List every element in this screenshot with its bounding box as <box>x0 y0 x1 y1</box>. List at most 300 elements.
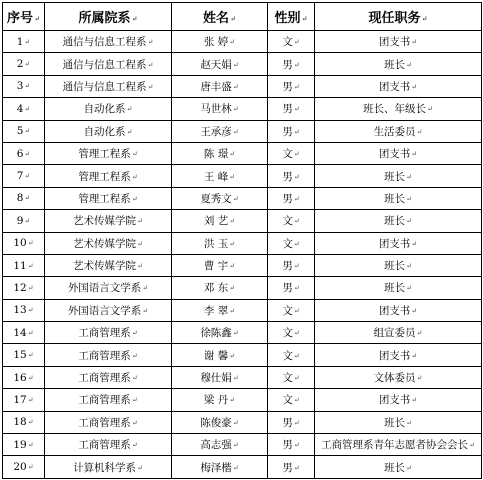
paragraph-mark-icon: ↵ <box>406 262 412 271</box>
paragraph-mark-icon: ↵ <box>24 127 31 136</box>
cell-gender <box>268 411 315 433</box>
cell-text: 班长 <box>384 192 406 205</box>
cell-text: 邓 东 <box>203 282 229 295</box>
cell-department <box>45 434 172 456</box>
cell-name <box>172 232 268 254</box>
cell-gender <box>268 456 315 478</box>
paragraph-mark-icon: ↵ <box>232 60 239 69</box>
paragraph-mark-icon: ↵ <box>27 440 34 449</box>
paragraph-mark-icon: ↵ <box>232 127 239 136</box>
cell-position <box>315 366 482 388</box>
cell-text: 14 <box>13 326 27 339</box>
cell-text: 男 <box>282 125 293 138</box>
paragraph-mark-icon: ↵ <box>416 374 423 383</box>
paragraph-mark-icon: ↵ <box>293 60 300 69</box>
cell-name <box>172 142 268 164</box>
paragraph-mark-icon: ↵ <box>293 150 300 159</box>
cell-text: 男 <box>282 103 293 116</box>
cell-name <box>172 98 268 120</box>
cell-position <box>315 142 482 164</box>
paragraph-mark-icon: ↵ <box>293 441 300 450</box>
cell-text: 马世林 <box>200 103 232 116</box>
cell-text: 陈俊豪 <box>200 416 232 429</box>
cell-text: 通信与信息工程系 <box>62 80 147 93</box>
cell-text: 男 <box>282 192 293 205</box>
cell-text: 4 <box>16 102 24 115</box>
cell-gender <box>268 277 315 299</box>
paragraph-mark-icon: ↵ <box>232 463 239 472</box>
cell-text: 团支书 <box>378 36 411 49</box>
cell-serial-number <box>3 142 45 164</box>
cell-text: 张 婷 <box>203 36 229 49</box>
table-row <box>3 456 482 478</box>
cell-gender <box>268 366 315 388</box>
cell-text: 夏秀文 <box>200 192 232 205</box>
cell-name <box>172 120 268 142</box>
paragraph-mark-icon: ↵ <box>27 283 34 292</box>
paragraph-mark-icon: ↵ <box>229 38 236 47</box>
cell-text: 团支书 <box>378 237 411 250</box>
cell-text: 外国语言文学系 <box>67 304 142 317</box>
cell-text: 梁 丹 <box>203 394 229 407</box>
paragraph-mark-icon: ↵ <box>229 262 236 271</box>
paragraph-mark-icon: ↵ <box>229 306 236 315</box>
cell-department <box>45 366 172 388</box>
paragraph-mark-icon: ↵ <box>24 82 31 91</box>
paragraph-mark-icon: ↵ <box>232 329 239 338</box>
cell-text: 工商管理系青年志愿者协会会长 <box>321 439 469 452</box>
cell-serial-number <box>3 98 45 120</box>
cell-text: 管理工程系 <box>78 192 131 205</box>
table-row <box>3 411 482 433</box>
cell-position <box>315 75 482 97</box>
cell-text: 19 <box>13 438 27 451</box>
paragraph-mark-icon: ↵ <box>406 284 412 293</box>
paragraph-mark-icon: ↵ <box>232 82 239 91</box>
paragraph-mark-icon: ↵ <box>406 217 412 226</box>
paragraph-mark-icon: ↵ <box>24 37 31 46</box>
cell-text: 班长、年级长 <box>363 103 427 116</box>
paragraph-mark-icon: ↵ <box>406 172 412 181</box>
cell-text: 20 <box>13 461 27 474</box>
paragraph-mark-icon: ↵ <box>469 441 475 450</box>
paragraph-mark-icon: ↵ <box>131 150 138 159</box>
cell-position <box>315 31 482 53</box>
paragraph-mark-icon: ↵ <box>137 239 143 248</box>
cell-text: 通信与信息工程系 <box>62 58 147 71</box>
paragraph-mark-icon: ↵ <box>293 105 300 114</box>
cell-text: 计算机科学系 <box>73 461 137 474</box>
cell-text: 文体委员 <box>373 372 416 385</box>
paragraph-mark-icon: ↵ <box>427 105 433 114</box>
cell-serial-number <box>3 120 45 142</box>
cell-name <box>172 299 268 321</box>
cell-text: 工商管理系 <box>78 416 131 429</box>
cell-name <box>172 434 268 456</box>
cell-text: 文 <box>282 372 293 385</box>
cell-text: 徐陈鑫 <box>200 327 232 340</box>
cell-name <box>172 366 268 388</box>
cell-text: 谢 馨 <box>203 349 229 362</box>
paragraph-mark-icon: ↵ <box>293 194 300 203</box>
paragraph-mark-icon: ↵ <box>293 239 300 248</box>
cell-text: 赵天娟 <box>200 58 232 71</box>
cell-text: 文 <box>282 327 293 340</box>
paragraph-mark-icon: ↵ <box>293 284 300 293</box>
paragraph-mark-icon: ↵ <box>293 217 300 226</box>
cell-text: 唐丰盛 <box>200 80 232 93</box>
cell-text: 工商管理系 <box>78 394 131 407</box>
cell-position <box>315 389 482 411</box>
cell-serial-number <box>3 187 45 209</box>
paragraph-mark-icon: ↵ <box>293 38 300 47</box>
paragraph-mark-icon: ↵ <box>416 127 423 136</box>
cell-gender <box>268 53 315 75</box>
cell-department <box>45 210 172 232</box>
cell-text: 男 <box>282 282 293 295</box>
paragraph-mark-icon: ↵ <box>232 105 239 114</box>
table-row <box>3 434 482 456</box>
cell-text: 李 翠 <box>203 304 229 317</box>
paragraph-mark-icon: ↵ <box>137 217 143 226</box>
cell-serial-number <box>3 344 45 366</box>
header-cell-department: 所属院系↵ <box>45 3 172 31</box>
cell-text: 3 <box>16 80 24 93</box>
paragraph-mark-icon: ↵ <box>293 82 300 91</box>
cell-text: 外国语言文学系 <box>67 282 142 295</box>
cell-text: 文 <box>282 304 293 317</box>
cell-name <box>172 254 268 276</box>
paragraph-mark-icon: ↵ <box>131 441 138 450</box>
cell-serial-number <box>3 254 45 276</box>
cell-position <box>315 299 482 321</box>
paragraph-mark-icon: ↵ <box>229 284 236 293</box>
cell-text: 17 <box>13 393 27 406</box>
cell-text: 5 <box>16 125 24 138</box>
paragraph-mark-icon: ↵ <box>293 127 300 136</box>
paragraph-mark-icon: ↵ <box>293 374 300 383</box>
paragraph-mark-icon: ↵ <box>406 60 412 69</box>
paragraph-mark-icon: ↵ <box>411 306 418 315</box>
cell-department <box>45 53 172 75</box>
cell-serial-number <box>3 366 45 388</box>
cell-department <box>45 277 172 299</box>
header-cell-name: 姓名↵ <box>172 3 268 31</box>
cell-name <box>172 456 268 478</box>
paragraph-mark-icon: ↵ <box>27 261 34 270</box>
cell-serial-number <box>3 75 45 97</box>
header-cell-gender: 性别↵ <box>268 3 315 31</box>
cell-serial-number <box>3 411 45 433</box>
cell-position <box>315 277 482 299</box>
cell-text: 班长 <box>384 461 406 474</box>
cell-gender <box>268 210 315 232</box>
paragraph-mark-icon: ↵ <box>406 418 412 427</box>
paragraph-mark-icon: ↵ <box>416 329 423 338</box>
header-row <box>3 3 482 31</box>
cell-text: 男 <box>282 58 293 71</box>
cell-serial-number <box>3 322 45 344</box>
cell-text: 团支书 <box>378 304 411 317</box>
cell-department <box>45 389 172 411</box>
cell-position <box>315 232 482 254</box>
cell-gender <box>268 142 315 164</box>
table-row <box>3 165 482 187</box>
table-row <box>3 31 482 53</box>
cell-text: 6 <box>16 147 24 160</box>
cell-text: 艺术传媒学院 <box>73 260 137 273</box>
cell-serial-number <box>3 232 45 254</box>
cell-text: 13 <box>13 304 27 317</box>
paragraph-mark-icon: ↵ <box>229 396 236 405</box>
paragraph-mark-icon: ↵ <box>411 351 418 360</box>
paragraph-mark-icon: ↵ <box>293 172 300 181</box>
paragraph-mark-icon: ↵ <box>406 194 412 203</box>
paragraph-mark-icon: ↵ <box>411 82 418 91</box>
paragraph-mark-icon: ↵ <box>411 38 418 47</box>
cell-text: 班长 <box>384 170 406 183</box>
paragraph-mark-icon: ↵ <box>131 396 138 405</box>
paragraph-mark-icon: ↵ <box>411 150 418 159</box>
cell-name <box>172 389 268 411</box>
paragraph-mark-icon: ↵ <box>293 351 300 360</box>
cell-text: 工商管理系 <box>78 327 131 340</box>
cell-text: 团支书 <box>378 349 411 362</box>
cell-text: 自动化系 <box>83 125 126 138</box>
paragraph-mark-icon: ↵ <box>24 149 31 158</box>
cell-serial-number <box>3 389 45 411</box>
cell-text: 男 <box>282 260 293 273</box>
cell-text: 9 <box>16 214 24 227</box>
cell-department <box>45 232 172 254</box>
paragraph-mark-icon: ↵ <box>24 172 31 181</box>
cell-name <box>172 210 268 232</box>
cell-name <box>172 165 268 187</box>
paragraph-mark-icon: ↵ <box>24 60 31 69</box>
paragraph-mark-icon: ↵ <box>27 239 34 248</box>
cell-department <box>45 411 172 433</box>
cell-text: 梅泽楷 <box>200 461 232 474</box>
cell-gender <box>268 98 315 120</box>
paragraph-mark-icon: ↵ <box>147 38 154 47</box>
table-row <box>3 142 482 164</box>
cell-text: 10 <box>13 237 27 250</box>
cell-gender <box>268 434 315 456</box>
cell-serial-number <box>3 165 45 187</box>
cell-text: 7 <box>16 170 24 183</box>
paragraph-mark-icon: ↵ <box>142 306 149 315</box>
paragraph-mark-icon: ↵ <box>24 216 31 225</box>
cell-text: 文 <box>282 215 293 228</box>
paragraph-mark-icon: ↵ <box>27 351 34 360</box>
cell-text: 陈 璟 <box>203 148 229 161</box>
cell-text: 艺术传媒学院 <box>73 237 137 250</box>
cell-text: 自动化系 <box>83 103 126 116</box>
cell-department <box>45 344 172 366</box>
cell-position <box>315 187 482 209</box>
cell-name <box>172 411 268 433</box>
cell-text: 15 <box>13 349 27 362</box>
paragraph-mark-icon: ↵ <box>232 374 239 383</box>
table-row <box>3 344 482 366</box>
cell-text: 洪 玉 <box>203 237 229 250</box>
cell-position <box>315 120 482 142</box>
cell-department <box>45 165 172 187</box>
cell-gender <box>268 165 315 187</box>
paragraph-mark-icon: ↵ <box>293 306 300 315</box>
cell-text: 团支书 <box>378 394 411 407</box>
cell-position <box>315 254 482 276</box>
cell-name <box>172 53 268 75</box>
cell-text: 文 <box>282 148 293 161</box>
paragraph-mark-icon: ↵ <box>131 351 138 360</box>
cell-serial-number <box>3 210 45 232</box>
cell-position <box>315 322 482 344</box>
table-row <box>3 120 482 142</box>
cell-text: 16 <box>13 371 27 384</box>
cell-text: 文 <box>282 237 293 250</box>
paragraph-mark-icon: ↵ <box>24 194 31 203</box>
paragraph-mark-icon: ↵ <box>229 239 236 248</box>
cell-text: 通信与信息工程系 <box>62 36 147 49</box>
cell-text: 11 <box>13 259 27 272</box>
cell-serial-number <box>3 456 45 478</box>
paragraph-mark-icon: ↵ <box>293 463 300 472</box>
paragraph-mark-icon: ↵ <box>131 172 138 181</box>
paragraph-mark-icon: ↵ <box>411 239 418 248</box>
header-cell-position: 现任职务↵ <box>315 3 482 31</box>
cell-name <box>172 277 268 299</box>
cell-department <box>45 120 172 142</box>
cell-text: 12 <box>13 281 27 294</box>
cell-name <box>172 344 268 366</box>
cell-department <box>45 98 172 120</box>
paragraph-mark-icon: ↵ <box>293 329 300 338</box>
cell-text: 文 <box>282 349 293 362</box>
cell-text: 男 <box>282 416 293 429</box>
table-row <box>3 277 482 299</box>
cell-text: 2 <box>16 58 24 71</box>
cell-text: 团支书 <box>378 80 411 93</box>
table-row <box>3 53 482 75</box>
cell-gender <box>268 322 315 344</box>
paragraph-mark-icon: ↵ <box>137 262 143 271</box>
cell-text: 工商管理系 <box>78 439 131 452</box>
table-row <box>3 187 482 209</box>
cell-text: 王 峰 <box>203 170 229 183</box>
cell-position <box>315 98 482 120</box>
cell-text: 生活委员 <box>373 125 416 138</box>
table-row <box>3 322 482 344</box>
cell-position <box>315 210 482 232</box>
cell-text: 1 <box>16 35 24 48</box>
paragraph-mark-icon: ↵ <box>27 395 34 404</box>
paragraph-mark-icon: ↵ <box>126 127 133 136</box>
cell-position <box>315 344 482 366</box>
cell-text: 男 <box>282 170 293 183</box>
cell-text: 班长 <box>384 215 406 228</box>
cell-text: 工商管理系 <box>78 372 131 385</box>
cell-text: 男 <box>282 439 293 452</box>
paragraph-mark-icon: ↵ <box>131 418 138 427</box>
cell-text: 班长 <box>384 58 406 71</box>
paragraph-mark-icon: ↵ <box>27 328 34 337</box>
table-row <box>3 210 482 232</box>
cell-serial-number <box>3 277 45 299</box>
paragraph-mark-icon: ↵ <box>147 60 154 69</box>
paragraph-mark-icon: ↵ <box>406 463 412 472</box>
paragraph-mark-icon: ↵ <box>27 373 34 382</box>
cell-serial-number <box>3 434 45 456</box>
paragraph-mark-icon: ↵ <box>229 217 236 226</box>
paragraph-mark-icon: ↵ <box>131 329 138 338</box>
cell-text: 管理工程系 <box>78 148 131 161</box>
cell-gender <box>268 187 315 209</box>
cell-department <box>45 299 172 321</box>
cell-text: 文 <box>282 394 293 407</box>
table-row <box>3 232 482 254</box>
cell-text: 曹 宇 <box>203 260 229 273</box>
cell-gender <box>268 254 315 276</box>
cell-position <box>315 53 482 75</box>
student-officers-table <box>2 2 482 479</box>
cell-text: 班长 <box>384 282 406 295</box>
cell-department <box>45 75 172 97</box>
cell-department <box>45 254 172 276</box>
cell-name <box>172 322 268 344</box>
cell-department <box>45 456 172 478</box>
paragraph-mark-icon: ↵ <box>229 150 236 159</box>
cell-name <box>172 187 268 209</box>
cell-text: 文 <box>282 36 293 49</box>
cell-text: 穆仕娟 <box>200 372 232 385</box>
paragraph-mark-icon: ↵ <box>411 396 418 405</box>
paragraph-mark-icon: ↵ <box>27 306 34 315</box>
cell-text: 艺术传媒学院 <box>73 215 137 228</box>
table-row <box>3 254 482 276</box>
cell-text: 团支书 <box>378 148 411 161</box>
cell-department <box>45 31 172 53</box>
cell-department <box>45 142 172 164</box>
paragraph-mark-icon: ↵ <box>137 463 143 472</box>
paragraph-mark-icon: ↵ <box>293 396 300 405</box>
paragraph-mark-icon: ↵ <box>293 262 300 271</box>
paragraph-mark-icon: ↵ <box>232 194 239 203</box>
cell-gender <box>268 344 315 366</box>
paragraph-mark-icon: ↵ <box>232 441 239 450</box>
cell-gender <box>268 299 315 321</box>
cell-text: 高志强 <box>200 439 232 452</box>
cell-gender <box>268 31 315 53</box>
cell-gender <box>268 75 315 97</box>
paragraph-mark-icon: ↵ <box>293 418 300 427</box>
cell-text: 刘 艺 <box>203 215 229 228</box>
cell-serial-number <box>3 299 45 321</box>
cell-text: 班长 <box>384 416 406 429</box>
paragraph-mark-icon: ↵ <box>24 104 31 113</box>
header-cell-serial-number: 序号↵ <box>3 3 45 31</box>
cell-text: 男 <box>282 80 293 93</box>
paragraph-mark-icon: ↵ <box>142 284 149 293</box>
cell-name <box>172 75 268 97</box>
paragraph-mark-icon: ↵ <box>229 172 236 181</box>
cell-position <box>315 165 482 187</box>
table-row <box>3 98 482 120</box>
cell-text: 管理工程系 <box>78 170 131 183</box>
paragraph-mark-icon: ↵ <box>131 374 138 383</box>
paragraph-mark-icon: ↵ <box>229 351 236 360</box>
cell-name <box>172 31 268 53</box>
